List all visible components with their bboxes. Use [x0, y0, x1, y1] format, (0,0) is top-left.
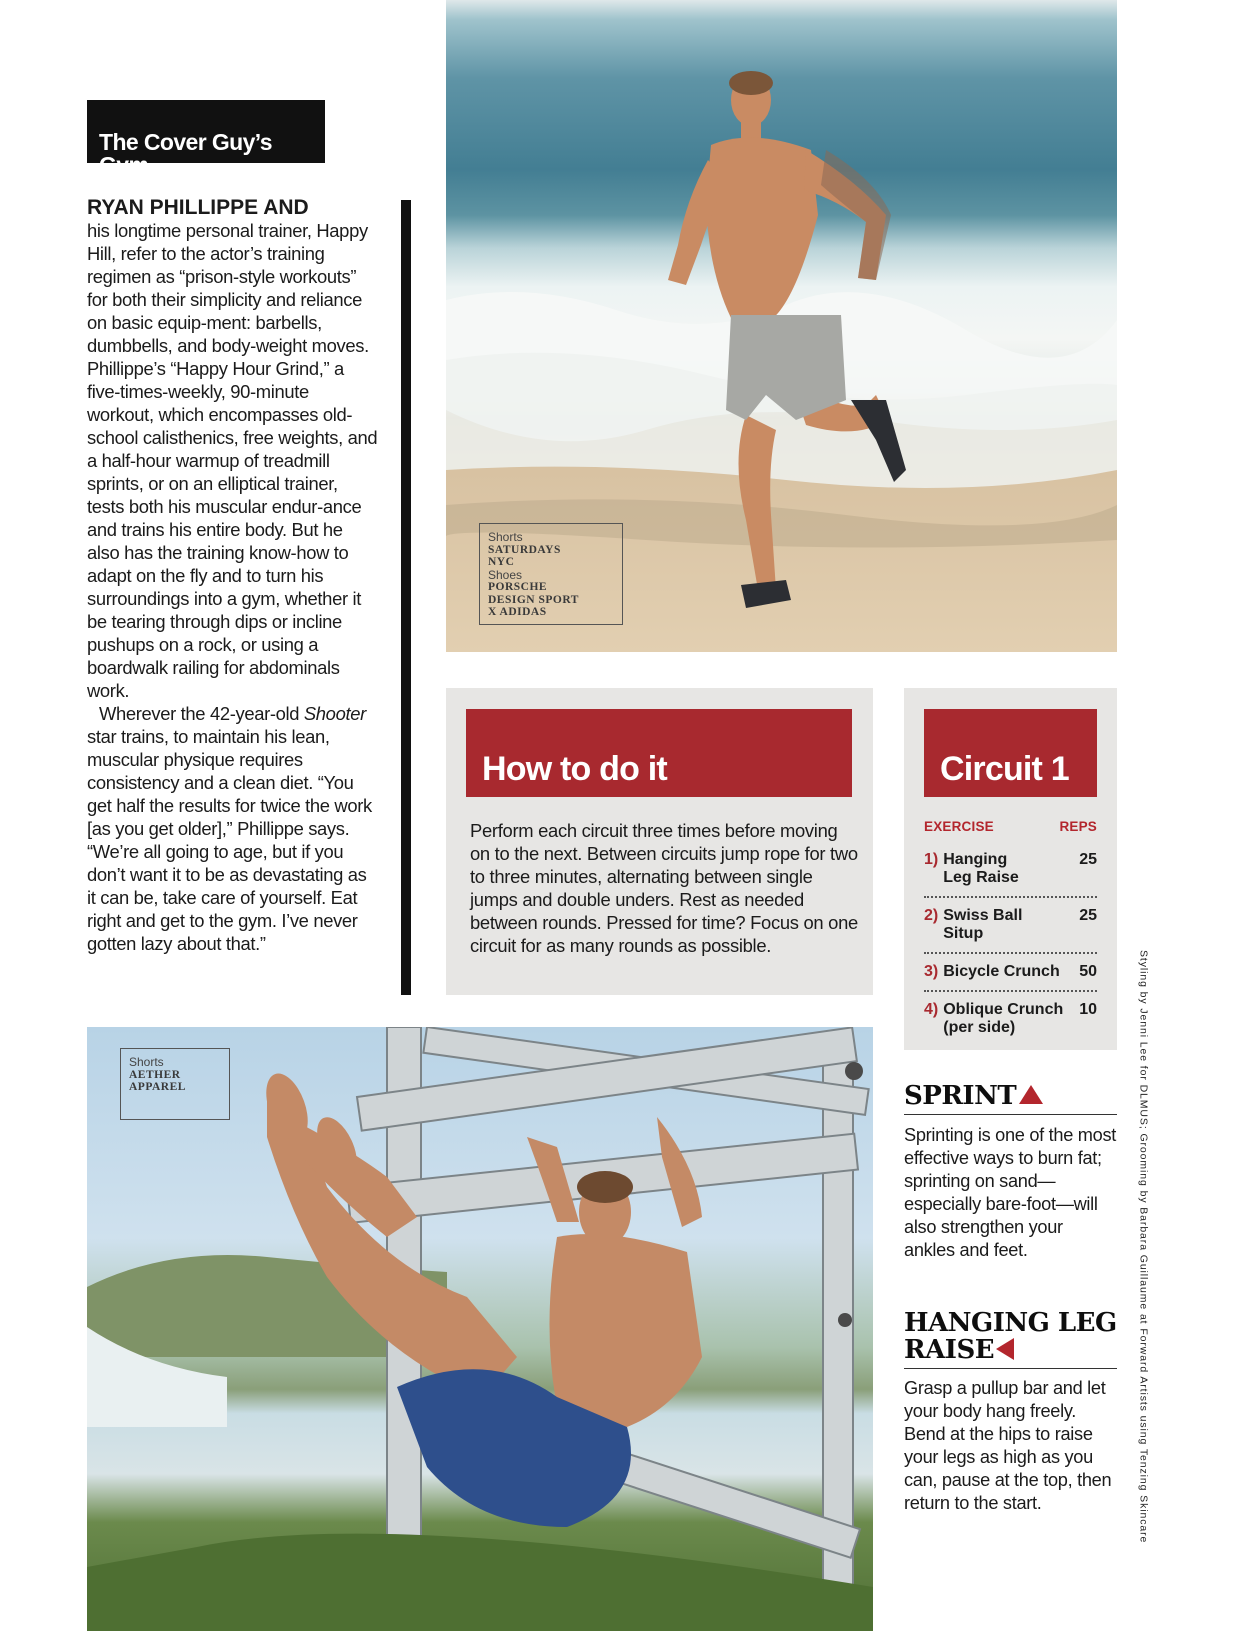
- circuit-row: [924, 907, 1097, 954]
- circuit-title: Circuit 1: [924, 709, 1097, 797]
- article-show-title: Shooter: [303, 703, 366, 724]
- styling-credit: Styling by Jenni Lee for DLMUS; Grooming by Barbara Guillaume at Forward Artists using Tenzing Skincare: [1137, 950, 1150, 1544]
- circuit-reps: 50: [1079, 963, 1097, 980]
- circuit-panel: [904, 688, 1117, 1050]
- triangle-left-icon: [996, 1338, 1014, 1360]
- circuit-number: 1): [924, 851, 939, 868]
- circuit-number: 4): [924, 1001, 939, 1018]
- circuit-row: [924, 963, 1097, 992]
- credit-label-shoes: Shoes: [488, 567, 523, 582]
- article-paragraph-1-text: his longtime personal trainer, Happy Hill, refer to the actor’s training regimen as “prison-style workouts” for both their simplicity and reliance on basic equip-ment: barbells, dumbbells, and body-weight moves. Phillippe’s “Happy Hour Grind,” a five-times-weekly, 90-minute workout, which encompasses old-school calisthenics, free weights, and a half-hour warmup of treadmill sprints, or on an elliptical trainer, tests both his muscular endur-ance and trains his entire body. But he also has the training know-how to adapt on the fly and to turn his surroundings into a gym, whether it be tearing through dips or incline pushups on a rock, or using a boardwalk railing for abdominals work.: [87, 220, 378, 701]
- photo-top-credit: [479, 523, 623, 625]
- circuit-exercise-name: Oblique Crunch (per side): [943, 1001, 1064, 1036]
- circuit-number: 2): [924, 907, 939, 924]
- photo-hanging-leg-raise: [87, 1027, 873, 1631]
- credit-value-shoes-2: DESIGN SPORT: [488, 593, 579, 606]
- circuit-col-reps: REPS: [1059, 819, 1097, 834]
- article-paragraph-2-start: Wherever the 42-year-old: [99, 703, 304, 724]
- sprint-heading: [904, 1083, 1117, 1115]
- credit-value-shoes-3: X ADIDAS: [488, 606, 547, 618]
- credit-value-shorts-1: AETHER: [129, 1068, 181, 1081]
- how-to-title: How to do it: [466, 709, 852, 797]
- article-body: [87, 196, 379, 955]
- section-tag: The Cover Guy’s Gym: [87, 100, 325, 163]
- leg-raise-title-line1: HANGING LEG: [904, 1308, 1117, 1338]
- circuit-exercise-name: Hanging Leg Raise: [943, 851, 1019, 886]
- circuit-exercise: [924, 851, 1075, 887]
- article-paragraph-2: [87, 702, 379, 955]
- credit-value-shorts-1: SATURDAYS: [488, 543, 561, 556]
- photo-bottom-credit: [120, 1048, 230, 1120]
- circuit-row: [924, 851, 1097, 898]
- leg-raise-title-line2: RAISE: [904, 1335, 995, 1365]
- article-paragraph-1: [87, 196, 379, 702]
- credit-value-shoes-1: PORSCHE: [488, 581, 548, 593]
- circuit-reps: 25: [1079, 851, 1097, 868]
- circuit-reps: 25: [1079, 907, 1097, 924]
- how-to-text: Perform each circuit three times before moving on to the next. Between circuits jump rope for two to three minutes, alternating between single jumps and double unders. Rest as needed between rounds. Pressed for time? Focus on one circuit for as many rounds as possible.: [470, 820, 858, 956]
- article-paragraph-2-end: star trains, to maintain his lean, muscular physique requires consistency and a clean diet. “You get half the results for twice the work [as you get older],” Phillippe says. “We’re all going to age, but if you don’t want it to be as devastating as it can be, take care of yourself. Eat right and get to the gym. I’ve never gotten lazy about that.”: [87, 726, 372, 954]
- circuit-exercise-name: Swiss Ball Situp: [943, 907, 1023, 942]
- article-lead: RYAN PHILLIPPE AND: [87, 196, 309, 219]
- circuit-row: [924, 1001, 1097, 1046]
- circuit-list: [924, 851, 1097, 1055]
- circuit-header: [924, 819, 1097, 834]
- circuit-col-exercise: EXERCISE: [924, 819, 994, 834]
- circuit-exercise: [924, 1001, 1075, 1037]
- leg-raise-text: Grasp a pullup bar and let your body hang freely. Bend at the hips to raise your legs as high as you can, pause at the top, then return to the start.: [904, 1378, 1112, 1513]
- credit-label-shorts: Shorts: [129, 1055, 164, 1069]
- circuit-number: 3): [924, 963, 939, 980]
- credit-label-shorts: Shorts: [488, 530, 523, 544]
- circuit-exercise-name: Bicycle Crunch: [943, 963, 1060, 980]
- leg-raise-heading: [904, 1310, 1117, 1369]
- sprint-title: SPRINT: [904, 1081, 1017, 1111]
- how-to-panel: [446, 688, 873, 995]
- triangle-up-icon: [1019, 1085, 1043, 1104]
- circuit-exercise: [924, 907, 1075, 943]
- column-rule: [401, 200, 411, 995]
- circuit-exercise: [924, 963, 1075, 981]
- credit-value-shorts-2: NYC: [488, 556, 515, 568]
- circuit-reps: 10: [1079, 1001, 1097, 1018]
- sprint-text: Sprinting is one of the most effective ways to burn fat; sprinting on sand—especially bare-foot—will also strengthen your ankles and feet.: [904, 1125, 1116, 1260]
- credit-value-shorts-2: APPAREL: [129, 1081, 186, 1093]
- photo-beach-sprint: [446, 0, 1117, 652]
